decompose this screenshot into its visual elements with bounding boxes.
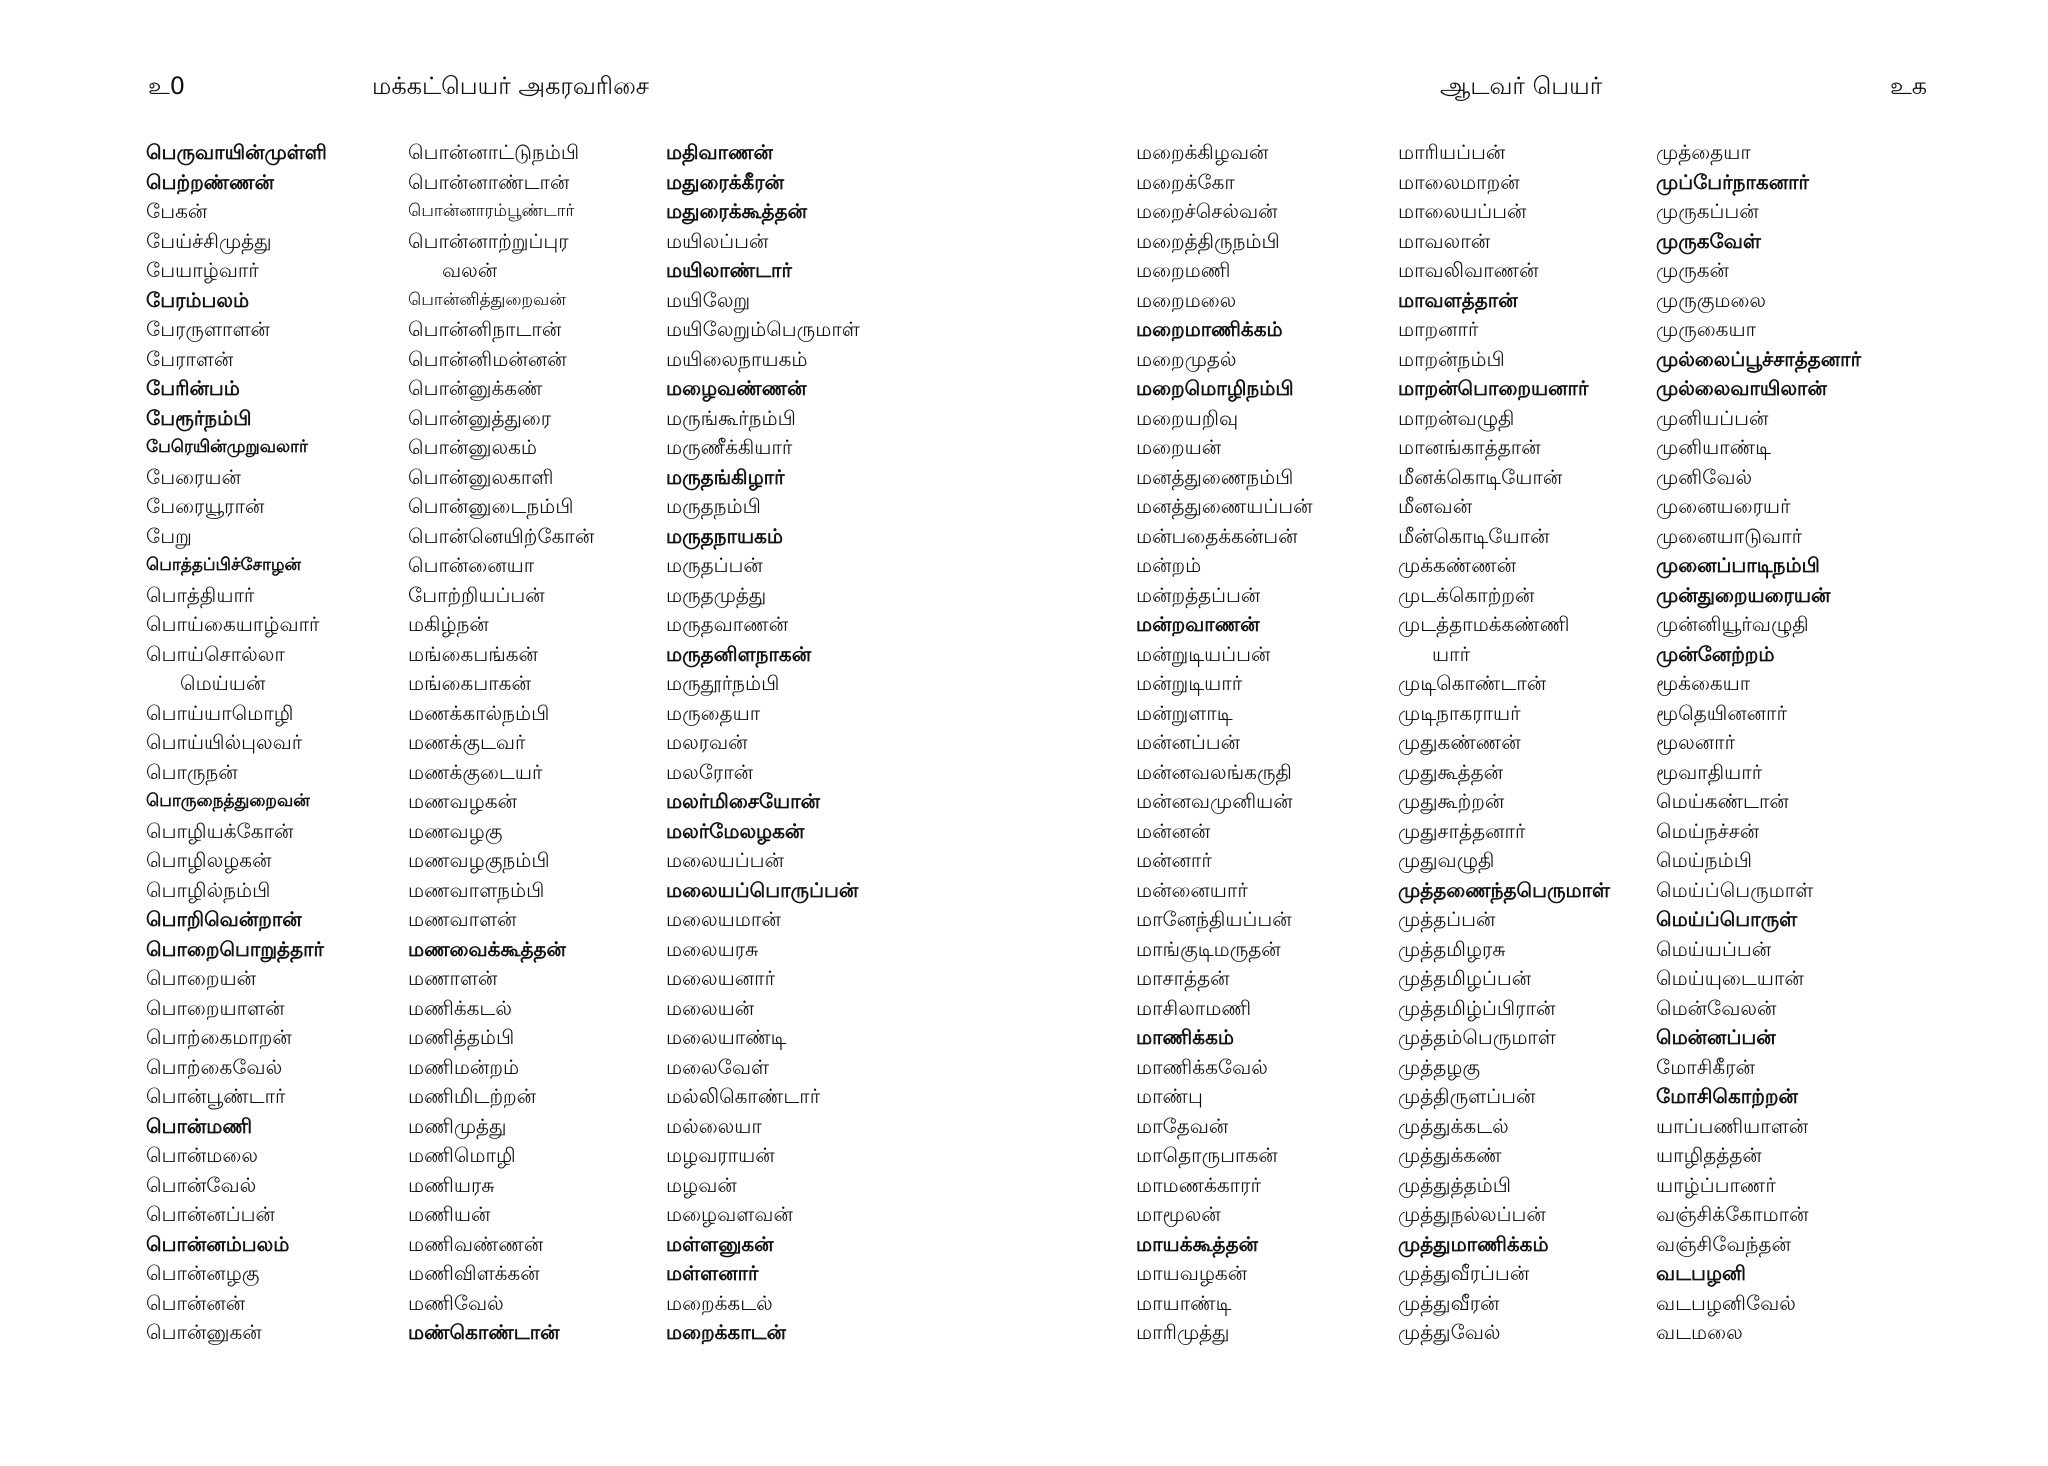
name-entry: மன்றம் [1136,553,1202,577]
name-entry: மதுரைக்கீரன் [666,169,785,194]
name-entry: பொன்னுகன் [146,1320,262,1344]
name-entry: முருகப்பன் [1656,199,1759,223]
name-entry: மணிக்கடல் [408,995,512,1020]
name-entry: மாறன்வழுதி [1398,405,1515,430]
name-entry: மறைமுதல் [1136,346,1237,371]
name-entry: மழைவளவன் [666,1202,793,1226]
name-entry: மாவளத்தான் [1398,287,1518,312]
name-entry: பொற்கைவேல் [146,1054,283,1079]
name-entry: பொன்னாரம்பூண்டார் [408,201,575,221]
name-entry: பொன்னுலகாளி [408,464,554,489]
name-entry: மோசிகொற்றன் [1656,1084,1798,1108]
name-entry: பொன்னுத்துரை [408,405,552,430]
name-entry: மணக்கால்நம்பி [408,700,550,725]
name-entry: முத்துவீரன் [1398,1290,1500,1315]
name-entry: பொன்னாண்டான் [408,169,570,194]
name-entry: மெய்நச்சன் [1656,818,1760,843]
name-entry: மூவாதியார் [1656,759,1763,784]
name-entry: மருதவாணன் [666,612,789,636]
name-entry: பொன்னிமன்னன் [408,346,567,371]
name-entry: பேரின்பம் [146,376,240,400]
name-entry: முத்துமாணிக்கம் [1398,1231,1549,1256]
name-entry: மலரவன் [666,730,748,754]
name-entry: மோசிகீரன் [1656,1054,1755,1079]
name-entry: பேரூர்நம்பி [146,405,252,430]
name-entry: மாயவழகன் [1136,1261,1248,1285]
name-entry: பொன்னழகு [146,1261,260,1285]
name-entry: மணிமொழி [408,1143,516,1167]
name-entry: மீனவன் [1398,494,1473,518]
name-entry: மழைவண்ணன் [666,376,807,400]
name-entry: முடிநாகராயர் [1398,700,1521,725]
name-entry: மங்கைபங்கன் [408,641,538,666]
name-entry: பொன்னாற்றுப்புர [408,228,569,253]
name-entry: மானங்காத்தான் [1398,435,1541,459]
name-entry: போற்றியப்பன் [408,582,545,607]
name-entry: மூலனார் [1656,730,1736,754]
name-entry: பொன்னுக்கண் [408,376,543,400]
name-entry: மன்னையார் [1136,877,1248,902]
name-entry: பொன்னாட்டுநம்பி [408,140,580,164]
name-entry: மன்றுளாடி [1136,700,1233,725]
name-entry: மன்னவமுனியன் [1136,789,1293,813]
name-entry: மாயக்கூத்தன் [1136,1231,1258,1256]
name-entry: மாறன்நம்பி [1398,346,1505,371]
name-entry: மாரியப்பன் [1398,140,1506,164]
name-entry: மணிவேல் [408,1290,504,1315]
name-entry: மணிமிடற்றன் [408,1084,537,1108]
name-entry: வலன் [442,258,498,282]
name-entry: மணிமன்றம் [408,1054,520,1079]
name-entry: மாவலான் [1398,228,1491,253]
name-entry: முக்கண்ணன் [1398,553,1517,577]
name-entry: மணித்தம்பி [408,1025,515,1049]
name-entry: மன்னப்பன் [1136,730,1241,754]
name-entry: முனியாண்டி [1656,435,1772,459]
name-entry: முனையாடுவார் [1656,523,1803,548]
page-number-left: உ0 [148,72,186,100]
name-entry: பொன்னித்துறைவன் [408,289,566,310]
name-entry: மள்ளனுகன் [666,1231,774,1256]
name-column [408,138,666,1348]
name-entry: முத்தையா [1656,140,1751,164]
name-entry: முதுவழுதி [1398,848,1495,872]
name-entry: மறைக்காடன் [666,1320,786,1344]
name-entry: பேரையூரான் [146,494,265,518]
name-entry: மனத்துணைநம்பி [1136,464,1294,489]
name-entry: வடபழனிவேல் [1656,1290,1796,1315]
name-entry: முன்னியூர்வழுதி [1656,612,1809,636]
name-entry: மறைமாணிக்கம் [1136,317,1283,341]
page-title-left: மக்கட்பெயர் அகரவரிசை [372,72,650,100]
name-entry: மருதப்பன் [666,553,763,577]
name-entry: பேரம்பலம் [146,287,250,312]
name-entry: பேரருளாளன் [146,317,270,341]
name-entry: மருதநம்பி [666,494,761,518]
name-entry: முப்பேர்நாகனார் [1656,169,1809,194]
name-entry: பொறையன் [146,966,256,990]
name-entry: மறையறிவு [1136,405,1239,430]
name-entry: முத்துத்தம்பி [1398,1172,1511,1197]
name-entry: பொறைபொறுத்தார் [146,936,325,961]
name-entry: மூதெயினனார் [1656,700,1787,725]
name-entry: பொற்கைமாறன் [146,1025,292,1049]
name-entry: மருதங்கிழார் [666,464,785,489]
name-entry: மறைச்செல்வன் [1136,199,1278,223]
name-entry: பொறையாளன் [146,995,285,1020]
name-entry: மருணீக்கியார் [666,435,793,459]
name-entry: மறைமணி [1136,258,1231,282]
name-entry: பொழியக்கோன் [146,818,294,843]
name-entry: மறைமொழிநம்பி [1136,376,1294,400]
name-entry: மீன்கொடியோன் [1398,523,1550,548]
name-entry: மாசிலாமணி [1136,995,1252,1020]
name-entry: மணியன் [408,1202,491,1226]
name-entry: மலையப்பன் [666,848,784,872]
name-entry: முனியப்பன் [1656,405,1769,430]
name-entry: மெய்ப்பெருமாள் [1656,877,1814,902]
name-entry: வஞ்சிவேந்தன் [1656,1231,1791,1256]
name-entry: மன்றத்தப்பன் [1136,582,1261,607]
name-entry: மள்ளனார் [666,1261,759,1285]
name-entry: மலையாண்டி [666,1025,787,1049]
name-entry: முடிகொண்டான் [1398,671,1547,695]
name-entry: மழவராயன் [666,1143,775,1167]
name-entry: பெருவாயின்முள்ளி [146,140,327,164]
name-entry: மலையனார் [666,966,776,990]
name-entry: மயிலேறு [666,287,751,312]
name-column [1398,138,1656,1348]
name-column [1656,138,1956,1348]
name-entry: பொன்னன் [146,1290,246,1315]
name-entry: மென்னப்பன் [1656,1025,1776,1049]
name-entry: பொய்யாமொழி [146,700,294,725]
name-entry: யாழ்ப்பாணர் [1656,1172,1776,1197]
name-entry: முதுகூற்றன் [1398,789,1505,813]
page-title-right: ஆடவர் பெயர் [1440,72,1603,100]
name-column [666,138,966,1348]
name-entry: முத்தப்பன் [1398,907,1496,931]
name-entry: பொன்னுடைநம்பி [408,494,574,518]
name-entry: மன்றுடியப்பன் [1136,641,1271,666]
name-entry: முருகுமலை [1656,287,1767,312]
name-entry: முடக்கொற்றன் [1398,582,1535,607]
name-entry: முதுகூத்தன் [1398,759,1504,784]
name-entry: மலையப்பொருப்பன் [666,877,859,902]
name-entry: முத்திருளப்பன் [1398,1084,1536,1108]
name-entry: யார் [1432,641,1471,666]
name-entry: மாயாண்டி [1136,1290,1232,1315]
name-entry: முனிவேல் [1656,464,1753,489]
name-entry: பொன்பூண்டார் [146,1084,286,1108]
name-entry: மயிலேறும்பெருமாள் [666,317,860,341]
name-entry: மலையன் [666,995,755,1020]
name-entry: மலர்மிசையோன் [666,789,821,813]
name-entry: முருகவேள் [1656,228,1761,253]
name-entry: மறைத்திருநம்பி [1136,228,1280,253]
name-entry: மாங்குடிமருதன் [1136,936,1281,961]
name-entry: மயிலைநாயகம் [666,346,808,371]
name-entry: மலைவேள் [666,1054,770,1079]
name-entry: பேராளன் [146,346,234,371]
name-entry: முதுசாத்தனார் [1398,818,1526,843]
name-entry: முத்தம்பெருமாள் [1398,1025,1556,1049]
name-entry: பேரெயின்முறுவலார் [146,437,308,457]
name-entry: மெய்யுடையான் [1656,966,1804,990]
name-entry: மணிமுத்து [408,1113,507,1138]
name-entry: மன்னன் [1136,818,1211,843]
name-entry: முல்லைப்பூச்சாத்தனார் [1656,346,1862,371]
name-entry: பேறு [146,523,192,548]
name-entry: பொன்னப்பன் [146,1202,275,1226]
name-entry: மறைக்கோ [1136,169,1235,194]
name-entry: மணவழகன் [408,789,517,813]
name-entry: மன்றுடியார் [1136,671,1243,695]
name-entry: முன்துறையரையன் [1656,582,1831,607]
name-entry: மருதூர்நம்பி [666,671,780,695]
name-entry: மாறனார் [1398,317,1479,341]
name-entry: முத்துவீரப்பன் [1398,1261,1530,1285]
name-entry: மாதேவன் [1136,1113,1229,1138]
name-entry: மணவைக்கூத்தன் [408,936,566,961]
name-entry: பொன்மலை [146,1143,258,1167]
name-entry: முதுகண்ணன் [1398,730,1521,754]
name-entry: மெய்நம்பி [1656,848,1752,872]
name-entry: மயிலப்பன் [666,228,769,253]
page-number-right: உக [1890,72,1928,100]
name-entry: மணக்குடவர் [408,730,526,754]
name-entry: மாறன்பொறையனார் [1398,376,1589,400]
name-entry: மாரிமுத்து [1136,1320,1230,1344]
name-entry: பொன்னம்பலம் [146,1231,290,1256]
name-entry: முத்துக்கண் [1398,1143,1502,1167]
name-entry: பொத்தப்பிச்சோழன் [146,555,302,575]
name-entry: மறைமலை [1136,287,1237,312]
name-entry: மதிவாணன் [666,140,773,164]
name-entry: மாண்பு [1136,1084,1203,1108]
name-entry: மன்பதைக்கன்பன் [1136,523,1298,548]
name-entry: மன்னவலங்கருதி [1136,759,1292,784]
name-entry: முத்தணைந்தபெருமாள் [1398,877,1611,902]
name-entry: வடமலை [1656,1320,1743,1344]
name-entry: பொருநைத்துறைவன் [146,791,310,811]
name-entry: மெய்ப்பொருள் [1656,907,1798,931]
name-entry: மூக்கையா [1656,671,1751,695]
name-entry: மணவழகுநம்பி [408,848,550,872]
name-entry: முருகையா [1656,317,1757,341]
name-entry: மணிவிளக்கன் [408,1261,540,1285]
name-entry: மலரோன் [666,759,754,784]
name-entry: பொழில்நம்பி [146,877,271,902]
name-entry: பொருநன் [146,759,238,784]
name-entry: மாலைமாறன் [1398,169,1520,194]
name-entry: முத்தமிழரசு [1398,936,1506,961]
name-entry: மென்வேலன் [1656,995,1777,1020]
name-entry: பொய்கையாழ்வார் [146,612,320,636]
name-entry: மகிழ்நன் [408,612,489,636]
name-column [1136,138,1398,1348]
name-entry: முத்துநல்லப்பன் [1398,1202,1546,1226]
name-entry: முத்தமிழப்பன் [1398,966,1532,990]
name-entry: பொன்னெயிற்கோன் [408,523,595,548]
name-entry: மாணிக்கவேல் [1136,1054,1268,1079]
name-entry: பொறிவென்றான் [146,907,302,931]
name-entry: மனத்துணையப்பன் [1136,494,1313,518]
name-entry: பேய்ச்சிமுத்து [146,228,272,253]
name-entry: மாணிக்கம் [1136,1025,1234,1049]
name-entry: மீனக்கொடியோன் [1398,464,1563,489]
name-entry: மறைக்கிழவன் [1136,140,1269,164]
name-entry: மாமூலன் [1136,1202,1221,1226]
name-entry: மாதொருபாகன் [1136,1143,1278,1167]
name-entry: மணக்குடையர் [408,759,543,784]
name-entry: பொழிலழகன் [146,848,272,872]
name-entry: மருதநாயகம் [666,523,783,548]
name-entry: பேரையன் [146,464,241,489]
name-entry: மறைக்கடல் [666,1290,773,1315]
name-entry: மருதனிளநாகன் [666,641,812,666]
name-entry: மழவன் [666,1172,737,1197]
name-entry: மெய்கண்டான் [1656,789,1789,813]
name-entry: யாழிதத்தன் [1656,1143,1762,1167]
name-entry: மணவழகு [408,818,503,843]
name-entry: பேகன் [146,199,208,223]
name-entry: மருதையா [666,700,761,725]
name-entry: மணாளன் [408,966,498,990]
name-entry: முத்துக்கடல் [1398,1113,1509,1138]
name-entry: மருங்கூர்நம்பி [666,405,796,430]
name-entry: பெற்றண்ணன் [146,169,274,194]
right-page [1100,0,2048,1466]
name-entry: மணவாளன் [408,907,517,931]
name-entry: மண்கொண்டான் [408,1320,560,1344]
name-entry: மறையன் [1136,435,1222,459]
name-entry: மணியரசு [408,1172,495,1197]
name-entry: பொய்சொல்லா [146,641,285,666]
name-entry: மலர்மேலழகன் [666,818,805,843]
name-column [146,138,408,1348]
name-entry: வடபழனி [1656,1261,1746,1285]
name-entry: பொன்னையா [408,553,535,577]
name-entry: முல்லைவாயிலான் [1656,376,1827,400]
name-entry: பேயாழ்வார் [146,258,259,282]
name-entry: முத்தழகு [1398,1054,1481,1079]
name-entry: முத்துவேல் [1398,1320,1501,1344]
name-entry: மன்றவாணன் [1136,612,1260,636]
name-entry: பொய்யில்புலவர் [146,730,303,754]
name-entry: மருதமுத்து [666,582,767,607]
name-columns-left [146,138,966,1348]
name-entry: மல்லிகொண்டார் [666,1084,821,1108]
name-entry: மயிலாண்டார் [666,258,792,282]
name-entry: முனைப்பாடிநம்பி [1656,553,1820,577]
name-entry: வஞ்சிக்கோமான் [1656,1202,1809,1226]
name-entry: மாவலிவாணன் [1398,258,1539,282]
name-entry: மாமணக்காரர் [1136,1172,1261,1197]
name-entry: மானேந்தியப்பன் [1136,907,1292,931]
name-entry: மணிவண்ணன் [408,1231,544,1256]
name-entry: பொன்வேல் [146,1172,257,1197]
name-entry: மன்னார் [1136,848,1212,872]
name-entry: மலையமான் [666,907,781,931]
name-entry: மதுரைக்கூத்தன் [666,199,807,223]
name-entry: யாப்பணியாளன் [1656,1113,1809,1138]
name-entry: முன்னேற்றம் [1656,641,1775,666]
name-entry: மாசாத்தன் [1136,966,1230,990]
name-entry: பொத்தியார் [146,582,255,607]
name-entry: மணவாளநம்பி [408,877,545,902]
name-entry: மங்கைபாகன் [408,671,531,695]
name-columns-right [1136,138,1956,1348]
name-entry: பொன்மணி [146,1113,253,1138]
name-entry: முருகன் [1656,258,1729,282]
name-entry: மாலையப்பன் [1398,199,1527,223]
name-entry: பொன்னுலகம் [408,435,537,459]
name-entry: மெய்யப்பன் [1656,936,1772,961]
name-entry: பொன்னிநாடான் [408,317,562,341]
name-entry: முடத்தாமக்கண்ணி [1398,612,1570,636]
name-entry: மல்லையா [666,1113,762,1138]
name-entry: முத்தமிழ்ப்பிரான் [1398,995,1556,1020]
name-entry: மலையரசு [666,936,759,961]
name-entry: முனையரையர் [1656,494,1791,518]
name-entry: மெய்யன் [180,671,266,695]
